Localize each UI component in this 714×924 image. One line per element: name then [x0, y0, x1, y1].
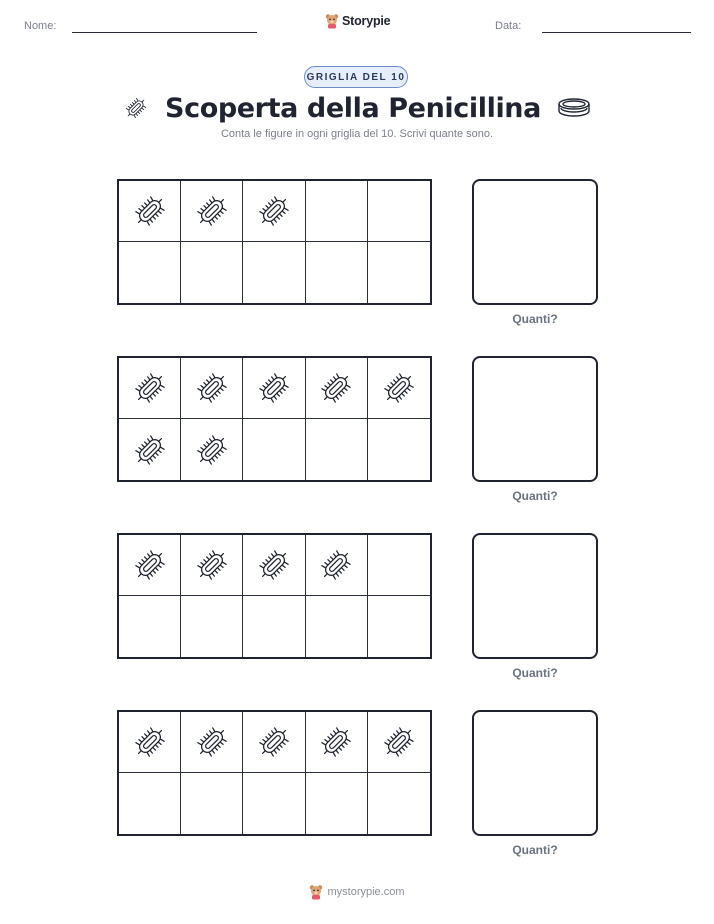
ten-frame-cell: [368, 535, 430, 596]
answer-box[interactable]: [472, 710, 598, 836]
date-label: Data:: [495, 20, 522, 32]
ten-frame-cell: [368, 419, 430, 480]
bacteria-icon: [317, 546, 355, 584]
bacteria-icon: [131, 431, 169, 469]
answer-label: Quanti?: [512, 666, 558, 680]
header: [0, 0, 714, 50]
ten-frame-cell: [306, 596, 368, 657]
answer-label: Quanti?: [512, 312, 558, 326]
ten-frame-cell: [119, 419, 181, 480]
ten-frame-cell: [119, 181, 181, 242]
bear-logo-icon: [325, 13, 339, 29]
ten-frame-cell: [368, 242, 430, 303]
ten-frame-cell: [306, 181, 368, 242]
page-title: Scoperta della Penicillina: [165, 92, 541, 124]
ten-frame-cell: [181, 535, 243, 596]
ten-frame: [117, 179, 432, 305]
ten-frame-cell: [119, 712, 181, 773]
ten-frame-cell: [119, 535, 181, 596]
bacteria-icon: [131, 723, 169, 761]
bacteria-icon: [193, 369, 231, 407]
ten-frame-cell: [306, 419, 368, 480]
title-row: [0, 90, 714, 126]
bear-logo-icon: [309, 884, 323, 900]
ten-frame-cell: [119, 358, 181, 419]
brand-name: Storypie: [342, 14, 391, 28]
ten-frame-cell: [181, 181, 243, 242]
petri-dish-icon: [557, 95, 591, 121]
instructions: Conta le figure in ogni griglia del 10. Scrivi quante sono.: [220, 128, 494, 140]
date-line[interactable]: [542, 32, 691, 33]
ten-frame-cell: [243, 712, 305, 773]
ten-frame: [117, 710, 432, 836]
bacteria-icon: [131, 192, 169, 230]
ten-frame-cell: [243, 242, 305, 303]
ten-frame-cell: [243, 181, 305, 242]
bacteria-icon: [193, 431, 231, 469]
bacteria-icon: [123, 95, 149, 121]
ten-frame-cell: [368, 773, 430, 834]
ten-frame-cell: [119, 596, 181, 657]
ten-frame-cell: [119, 773, 181, 834]
bacteria-icon: [317, 723, 355, 761]
ten-frame-cell: [368, 358, 430, 419]
ten-frame-cell: [181, 419, 243, 480]
ten-frame-cell: [306, 358, 368, 419]
brand-logo: [325, 13, 390, 29]
ten-frame-cell: [243, 358, 305, 419]
ten-frame-cell: [368, 181, 430, 242]
answer-label: Quanti?: [512, 489, 558, 503]
ten-frame-cell: [181, 242, 243, 303]
bacteria-icon: [193, 723, 231, 761]
answer-box[interactable]: [472, 533, 598, 659]
ten-frame-cell: [243, 596, 305, 657]
bacteria-icon: [317, 369, 355, 407]
bacteria-icon: [193, 192, 231, 230]
ten-frame-cell: [306, 535, 368, 596]
answer-box[interactable]: [472, 179, 598, 305]
bacteria-icon: [193, 546, 231, 584]
ten-frame-cell: [306, 773, 368, 834]
ten-frame-cell: [243, 535, 305, 596]
ten-frame-cell: [181, 596, 243, 657]
bacteria-icon: [255, 369, 293, 407]
bacteria-icon: [255, 723, 293, 761]
answer-label: Quanti?: [512, 843, 558, 857]
name-label: Nome:: [24, 20, 57, 32]
name-line[interactable]: [72, 32, 257, 33]
bacteria-icon: [380, 369, 418, 407]
bacteria-icon: [255, 192, 293, 230]
ten-frame-cell: [306, 712, 368, 773]
ten-frame-cell: [243, 773, 305, 834]
footer: [0, 884, 714, 900]
ten-frame: [117, 533, 432, 659]
ten-frame-cell: [368, 596, 430, 657]
footer-url: mystorypie.com: [327, 886, 405, 898]
ten-frame-cell: [306, 242, 368, 303]
ten-frame: [117, 356, 432, 482]
bacteria-icon: [255, 546, 293, 584]
bacteria-icon: [131, 546, 169, 584]
ten-frame-cell: [243, 419, 305, 480]
answer-box[interactable]: [472, 356, 598, 482]
ten-frame-cell: [181, 773, 243, 834]
bacteria-icon: [131, 369, 169, 407]
ten-frame-cell: [119, 242, 181, 303]
ten-frame-cell: [181, 358, 243, 419]
ten-frame-cell: [368, 712, 430, 773]
worksheet-badge: GRIGLIA DEL 10: [304, 66, 408, 88]
ten-frame-cell: [181, 712, 243, 773]
bacteria-icon: [380, 723, 418, 761]
